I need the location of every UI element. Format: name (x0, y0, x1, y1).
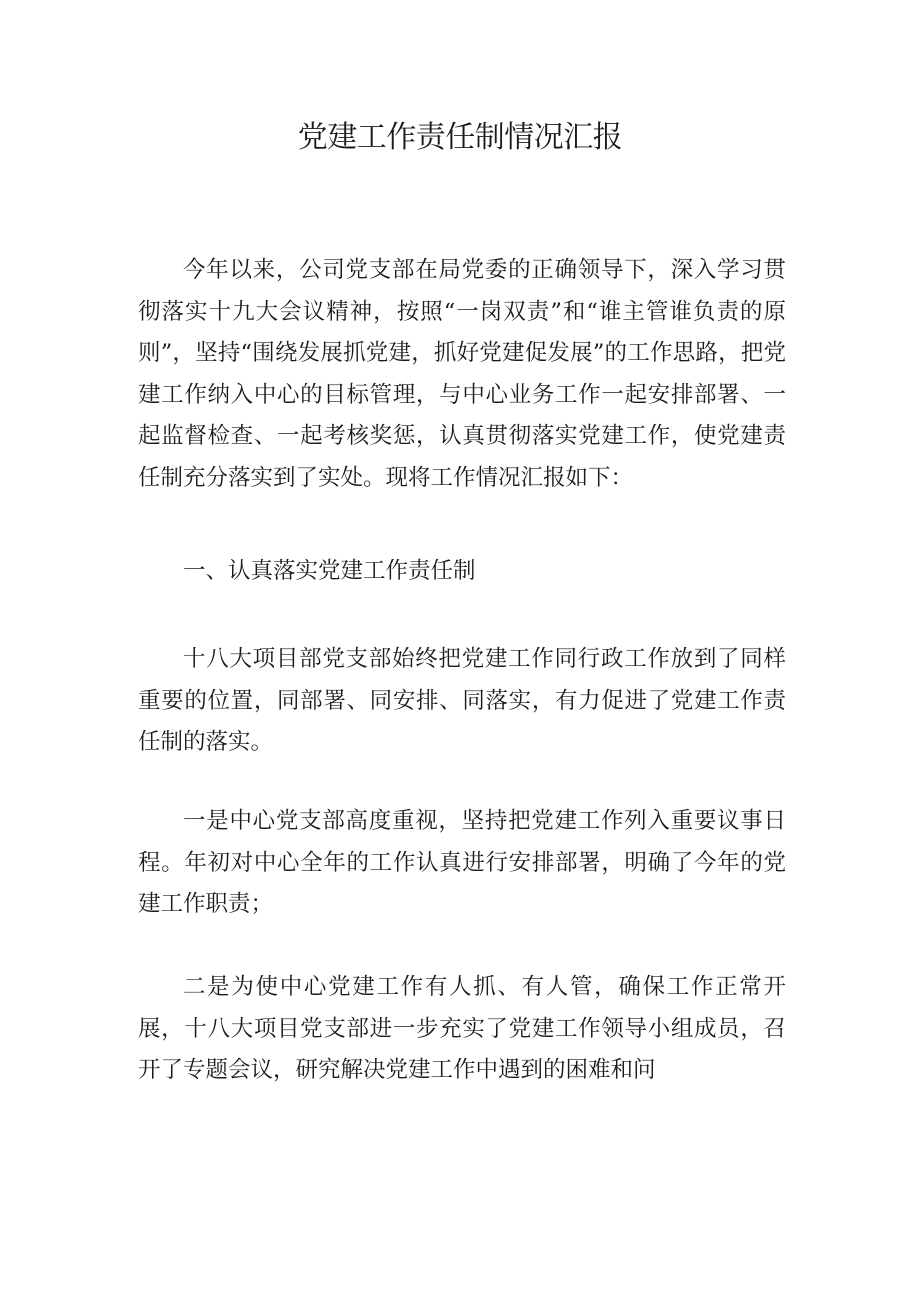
document-title: 党建工作责任制情况汇报 (297, 120, 623, 155)
body-paragraph: 一是中心党支部高度重视，坚持把党建工作列入重要议事日程。年初对中心全年的工作认真进行安排部署，明确了今年的党建工作职责； (138, 808, 786, 917)
body-paragraph: 十八大项目部党支部始终把党建工作同行政工作放到了同样重要的位置，同部署、同安排、同落实，有力促进了党建工作责任制的落实。 (138, 646, 786, 755)
body-paragraph: 二是为使中心党建工作有人抓、有人管，确保工作正常开展，十八大项目党支部进一步充实了党建工作领导小组成员，召开了专题会议，研究解决党建工作中遇到的困难和问 (138, 974, 786, 1083)
intro-paragraph: 今年以来，公司党支部在局党委的正确领导下，深入学习贯彻落实十九大会议精神，按照“一岗双责”和“谁主管谁负责的原则”，坚持“围绕发展抓党建，抓好党建促发展”的工作思路，把党建工作纳入中心的目标管理，与中心业务工作一起安排部署、一起监督检查、一起考核奖惩，认真贯彻落实党建工作，使党建责任制充分落实到了实处。现将工作情况汇报如下： (138, 257, 786, 491)
section-heading: 一、认真落实党建工作责任制 (183, 558, 476, 584)
